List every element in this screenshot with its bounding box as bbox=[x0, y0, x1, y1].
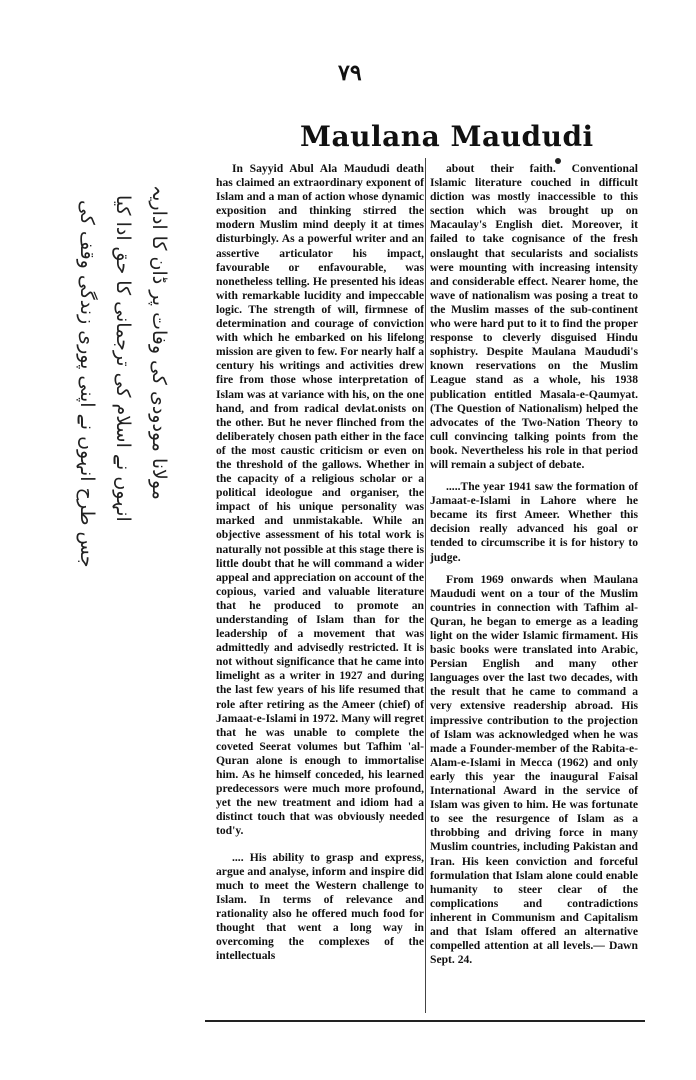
urdu-margin-note-3: جس طرح انہوں نے اپنی پوری زندگی وقف کی bbox=[76, 200, 98, 568]
paragraph: about their faith. Conventional Islamic literature couched in difficult diction was mostly inaccessible to this section which was brought up on Macaulay's English diet. Moreover, it failed to take cognisance of the fresh onslaught that secularists and socialists were mounting with increasing intensity and considerable effect. Nearer home, the wave of nationalism was posing a treat to the Muslim masses of the sub-continent who were hard put to it to find the proper response to cleverly disguised Hindu sophistry. Despite Maulana Maududi's known reservations on the Muslim League stand as a whole, his 1938 publication entitled Masala-e-Qaumyat. (The Question of Nationalism) helped the advocates of the Two-Nation Theory to cull convincing talking points from the book. Nevertheless his role in that period will remain a subject of debate. bbox=[430, 162, 638, 471]
article-title: Maulana Maududi bbox=[300, 120, 594, 153]
urdu-margin-note-2: انہوں نے اسلام کی ترجمانی کا حق ادا کیا bbox=[112, 195, 134, 522]
urdu-margin-note-1: مولانا مودودی کی وفات پر ڈان کا اداریہ bbox=[148, 185, 170, 500]
paragraph: From 1969 onwards when Maulana Maududi went on a tour of the Muslim countries in connection with Tafhim al-Quran, he began to emerge as a leading light on the wider Islamic firmament. His basic books were translated into Arabic, Persian English and many other languages over the last two decades, with the result that he came to command a very extensive readership abroad. His impressive contribution to the projection of Islam was acknowledged when he was made a Founder-member of the Rabita-e-Alam-e-Islami in Mecca (1962) and only early this year the inaugural Faisal International Award in the service of Islam was given to him. He was fortunate to see the resurgence of Islam as a throbbing and driving force in many Muslim countries, including Pakistan and Iran. His keen conviction and forceful formulation that Islam alone could enable humanity to steer clear of the complications and contradictions inherent in Communism and Capitalism and that Islam offered an alternative compelled attention at all levels.— Dawn Sept. 24. bbox=[430, 572, 638, 967]
paragraph: .... His ability to grasp and express, argue and analyse, inform and inspire did much to meet the Western challenge to Islam. In terms of relevance and rationality also he offered much food for thought that went a long way in overcoming the complexes of the intellectuals bbox=[216, 850, 424, 963]
column-divider bbox=[425, 158, 426, 1013]
article-column-left bbox=[216, 162, 424, 975]
paragraph: In Sayyid Abul Ala Maududi death has claimed an extraordinary exponent of Islam and a man of action whose dynamic exposition and thinking stirred the modern Muslim mind deeply it at times disturbingly. As a powerful writer and an assertive articulator his impact, favourable or enfavourable, was nonetheless telling. He presented his ideas with remarkable lucidity and impeccable logic. The strength of will, firmnese of determination and courage of conviction with which he embarked on his lifelong mission are given to few. For nearly half a century his writings and activities drew fire from those whose interpretation of Islam was at variance with his, on the one hand, and from radical devlat.onists on the other. But he never flinched from the deliberately chosen path either in the face of the most caustic criticism or even on the threshold of the gallows. Whether in the capacity of a religious scholar or a political ideologue and organiser, the impact of his unique personality was marked and unmistakable. While an objective assessment of his total work is naturally not possible at this stage there is little doubt that he will command a wider appeal and appreciation on account of the copious, varied and valuable literature that he produced to promote an understanding of Islam than for the leadership of a movement that was admittedly and advisedly restricted. It is not without significance that he came into limelight as a writer in 1927 and during the last few years of his life resumed that role after retiring as the Ameer (chief) of Jamaat-e-Islami in 1972. Many will regret that he was unable to complete the coveted Seerat volumes but Tafhim 'al-Quran alone is enough to immortalise him. As he himself conceded, his learned predecessors were much more profound, yet the new treatment and idiom had a distinct touch that was obviously needed tod'y. bbox=[216, 162, 424, 838]
page-number: ۷۹ bbox=[338, 60, 362, 86]
article-column-right bbox=[430, 162, 638, 979]
paragraph: .....The year 1941 saw the formation of Jamaat-e-Islami in Lahore where he became its first Ameer. Whether this decision really advanced his goal or tended to circumscribe it is for history to judge. bbox=[430, 480, 638, 564]
bottom-rule bbox=[205, 1020, 645, 1022]
